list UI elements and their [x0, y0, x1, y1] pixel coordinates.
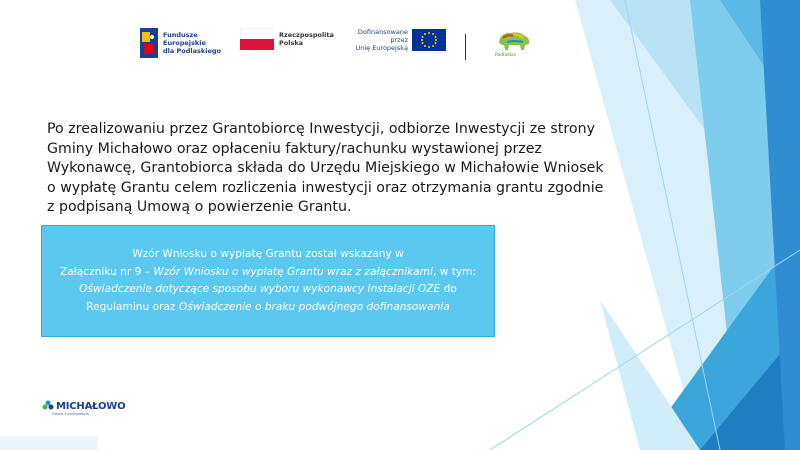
eu-cofinancing-logo — [340, 28, 446, 52]
podlaskie-logo — [495, 28, 533, 58]
rzeczpospolita-logo — [240, 28, 334, 50]
michalowo-flower-icon — [42, 400, 54, 412]
info-part-c: , w tym: — [432, 265, 477, 278]
info-part-d: Oświadczenie dotyczące sposobu wyboru wykonawcy Instalacji OZE — [79, 283, 441, 295]
eu-flag-icon — [412, 29, 446, 51]
fundusze-europejskie-logo — [140, 28, 225, 58]
info-part-e: do Regulaminu oraz — [86, 283, 457, 313]
polish-flag-icon — [240, 28, 274, 50]
eu-cofinancing-label: Dofinansowane przez Unię Europejską — [355, 28, 408, 52]
michalowo-logo — [42, 400, 126, 416]
fundusze-europejskie-icon — [140, 28, 158, 58]
rzeczpospolita-label: Rzeczpospolita Polska — [279, 31, 334, 47]
info-box-text — [42, 246, 494, 316]
logo-divider — [465, 34, 466, 60]
info-box — [41, 225, 495, 337]
michalowo-brand: MICHAŁOWO — [56, 400, 126, 412]
info-line-1: Wzór Wniosku o wypłatę Grantu został wskazany w — [132, 248, 404, 260]
info-part-f: Oświadczenie o braku podwójnego dofinansowania — [178, 300, 450, 313]
bottom-bar — [0, 436, 98, 450]
michalowo-tagline: Gmina z przyszłością — [52, 412, 89, 416]
podlaskie-caption: Podlaskie — [495, 53, 517, 58]
podlaskie-bison-icon — [495, 28, 533, 52]
fundusze-europejskie-label: Fundusze Europejskie dla Podlaskiego — [163, 31, 221, 55]
main-paragraph: Po zrealizowaniu przez Grantobiorcę Inwestycji, odbiorze Inwestycji ze strony Gminy Michałowo oraz opłaceniu faktury/rachunku wystawionej przez Wykonawcę, Grantobiorca składa do Urzędu Miejskiego w Michałowie Wniosek o wypłatę Grantu celem rozliczenia inwestycji oraz otrzymania grantu zgodnie z podpisaną Umową o powierzenie Grantu. — [47, 121, 604, 215]
info-part-b: Wzór Wniosku o wypłatę Grantu wraz z załącznikami — [153, 265, 433, 278]
info-part-a: Załączniku nr 9 – — [59, 265, 154, 278]
